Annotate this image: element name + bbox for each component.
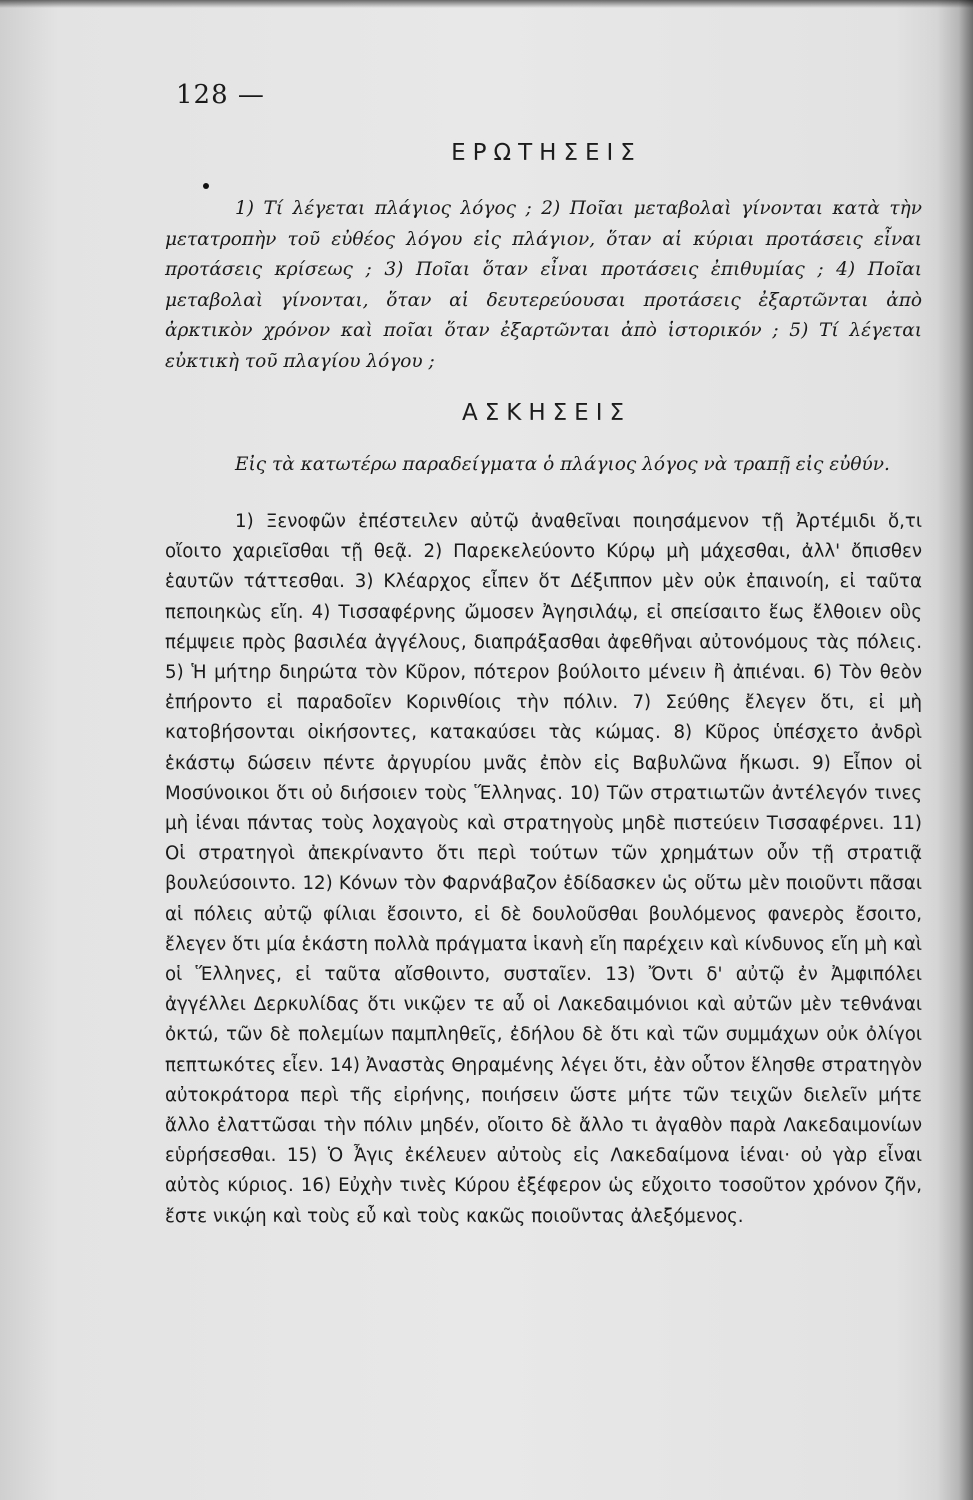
- questions-paragraph: 1) Τί λέγεται πλάγιος λόγος ; 2) Ποῖαι μεταβολαὶ γίνονται κατὰ τὴν μετατροπὴν τοῦ εὐθέος λόγου εἰς πλάγιον, ὅταν αἱ κύριαι προτάσεις εἶναι προτάσεις κρίσεως ; 3) Ποῖαι ὅταν εἶναι προτάσεις ἐπιθυμίας ; 4) Ποῖαι μεταβολαὶ γίνονται, ὅταν αἱ δευτερεύουσαι προτάσεις ἐξαρτῶνται ἀπὸ ἀρκτικὸν χρόνον καὶ ποῖαι ὅταν ἐξαρτῶνται ἀπὸ ἱστορικόν ; 5) Τί λέγεται εὐκτικὴ τοῦ πλαγίου λόγου ;: [165, 198, 922, 372]
- page-right-shadow: [937, 0, 973, 1500]
- exercises-paragraph: 1) Ξενοφῶν ἐπέστειλεν αὐτῷ ἀναθεῖναι ποιησάμενον τῇ Ἀρτέμιδι ὅ,τι οἴοιτο χαριεῖσθαι τῇ θεᾷ. 2) Παρεκελεύοντο Κύρῳ μὴ μάχεσθαι, ἀλλ' ὄπισθεν ἑαυτῶν τάττεσθαι. 3) Κλέαρχος εἶπεν ὅτ Δέξιππον μὲν οὐκ ἐπαινοίη, εἰ ταῦτα πεποιηκὼς εἴη. 4) Τισσαφέρνης ὤμοσεν Ἀγησιλάῳ, εἰ σπείσαιτο ἕως ἔλθοιεν οὓς πέμψειε πρὸς βασιλέα ἀγγέλους, διαπράξασθαι ἀφεθῆναι αὐτονόμους τὰς πόλεις. 5) Ἡ μήτηρ διηρώτα τὸν Κῦρον, πότερον βούλοιτο μένειν ἢ ἀπιέναι. 6) Τὸν θεὸν ἐπήροντο εἰ παραδοῖεν Κορινθίοις τὴν πόλιν. 7) Σεύθης ἔλεγεν ὅτι, εἰ μὴ κατοβήσονται οἰκήσοντες, κατακαύσει τὰς κώμας. 8) Κῦρος ὑπέσχετο ἀνδρὶ ἑκάστῳ δώσειν πέντε ἀργυρίου μνᾶς ἐπὸν εἰς Βαβυλῶνα ἥκωσι. 9) Εἶπον οἱ Μοσύνοικοι ὅτι οὐ διήσοιεν τοὺς Ἕλληνας. 10) Τῶν στρατιωτῶν ἀντέλεγόν τινες μὴ ἰέναι πάντας τοὺς λοχαγοὺς καὶ στρατηγοὺς μηδὲ πιστεύειν Τισσαφέρνει. 11) Οἱ στρατηγοὶ ἀπεκρίναντο ὅτι περὶ τούτων τῶν χρημάτων οὖν τῇ στρατιᾷ βουλεύσοιντο. 12) Κόνων τὸν Φαρνάβαζον ἐδίδασκεν ὡς οὕτω μὲν ποιοῦντι πᾶσαι αἱ πόλεις αὐτῷ φίλιαι ἔσοιντο, εἰ δὲ δουλοῦσθαι βουλόμενος φανερὸς ἔσοιτο, ἔλεγεν ὅτι μία ἑκάστη πολλὰ πράγματα ἱκανὴ εἴη παρέχειν καὶ κίνδυνος εἴη μὴ καὶ οἱ Ἕλληνες, εἰ ταῦτα αἴσθοιντο, συσταῖεν. 13) Ὄντι δ' αὐτῷ ἐν Ἀμφιπόλει ἀγγέλλει Δερκυλίδας ὅτι νικῷεν τε αὖ οἱ Λακεδαιμόνιοι καὶ αὐτῶν μὲν τεθνάναι ὀκτώ, τῶν δὲ πολεμίων παμπληθεῖς, ἐδήλου δὲ ὅτι καὶ τῶν συμμάχων οὐκ ὀλίγοι πεπτωκότες εἶεν. 14) Ἀναστὰς Θηραμένης λέγει ὅτι, ἐὰν οὗτον ἕλησθε στρατηγὸν αὐτοκράτορα περὶ τῆς εἰρήνης, ποιήσειν ὥστε μήτε τῶν τειχῶν διελεῖν μήτε ἄλλο ἐλαττῶσαι τὴν πόλιν μηδέν, οἴοιτο δὲ ἄλλο τι ἀγαθὸν παρὰ Λακεδαιμονίων εὑρήσεσθαι. 15) Ὁ Ἆγις ἐκέλευεν αὐτοὺς εἰς Λακεδαίμονα ἰέναι· οὐ γὰρ εἶναι αὐτὸς κύριος. 16) Εὐχὴν τινὲς Κύρου ἐξέφερον ὡς εὔχοιτο τοσοῦτον χρόνον ζῆν, ἔστε νικῴη καὶ τοὺς εὖ καὶ τοὺς κακῶς ποιοῦντας ἀλεξόμενος.: [165, 511, 922, 1227]
- questions-heading: ΕΡΩΤΗΣΕΙΣ: [451, 140, 642, 166]
- exercises-heading: ΑΣΚΗΣΕΙΣ: [461, 400, 632, 426]
- ink-dot-mark: [203, 183, 209, 189]
- exercises-intro-paragraph: Εἰς τὰ κατωτέρω παραδείγματα ὁ πλάγιος λόγος νὰ τραπῇ εἰς εὐθύν.: [235, 454, 890, 475]
- page-number: 128 —: [176, 80, 265, 110]
- page-top-shadow: [0, 0, 973, 8]
